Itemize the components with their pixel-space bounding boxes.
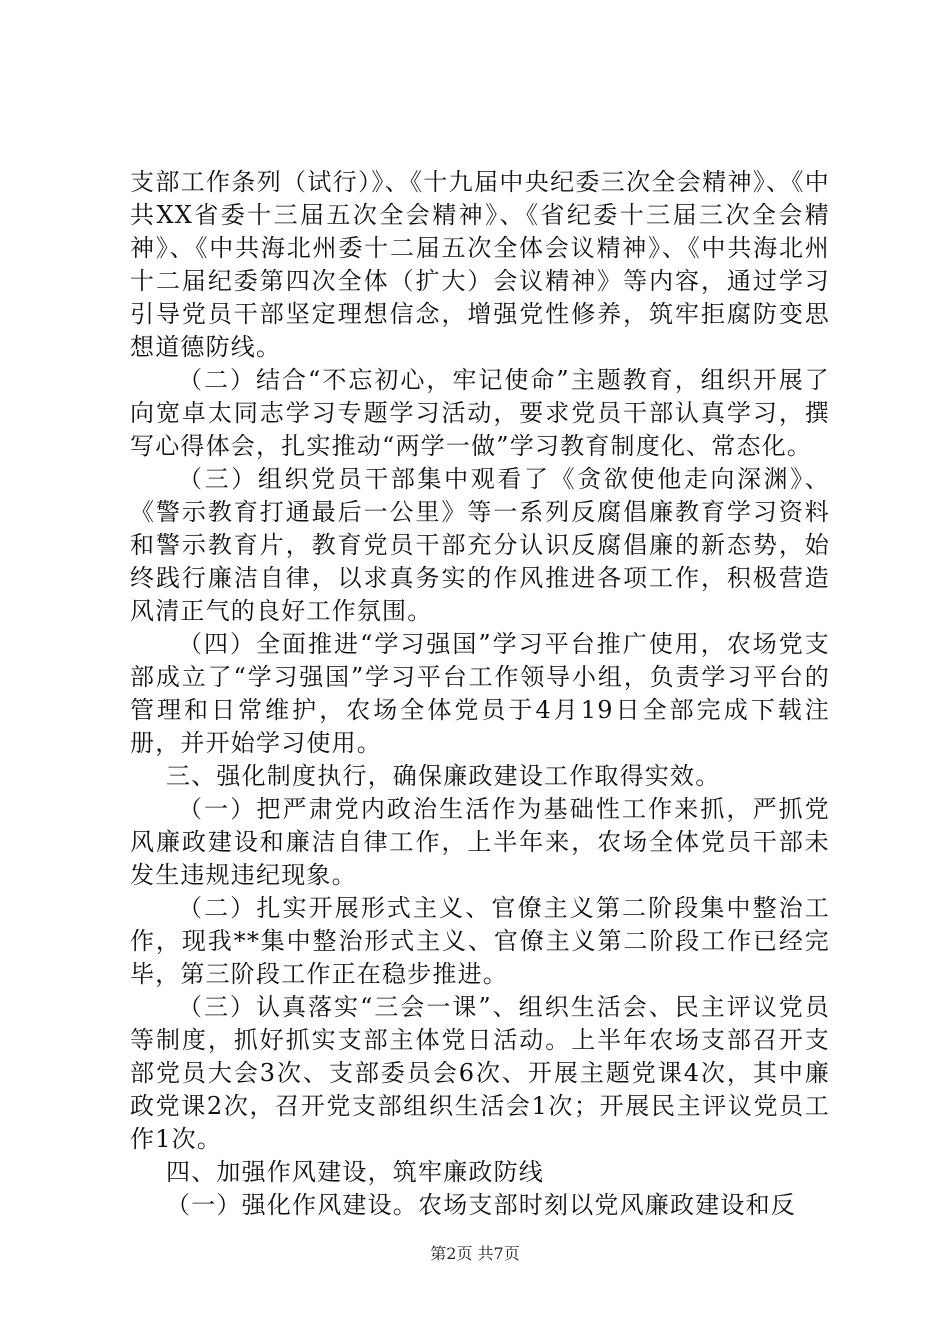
section-heading-4: 四、加强作风建设，筑牢廉政防线 (166, 1158, 544, 1186)
paragraph-continuation: 支部工作条列（试行）》、《十九届中央纪委三次全会精神》、《中共XX省委十三届五次全会精神》、《省纪委十三届三次全会精神》、《中共海北州委十二届五次全体会议精神》、《中共海北州十二届纪委第四次全体（扩大）会议精神》等内容，通过学习引导党员干部坚定理想信念，增强党性修养，筑牢拒腐防变思想道德防线。 (130, 168, 830, 361)
page-footer: 第2页 共7页 (430, 1244, 520, 1263)
section-heading-3: 三、强化制度执行，确保廉政建设工作取得实效。 (166, 762, 721, 790)
document-body (130, 166, 830, 1222)
paragraph-item-4: （四）全面推进“学习强国”学习平台推广使用，农场党支部成立了“学习强国”学习平台工作领导小组，负责学习平台的管理和日常维护，农场全体党员于4月19日全部完成下载注册，并开始学习使用。 (130, 630, 830, 757)
paragraph-section3-item-1: （一）把严肃党内政治生活作为基础性工作来抓，严抓党风廉政建设和廉洁自律工作，上半年来，农场全体党员干部未发生违规违纪现象。 (130, 795, 830, 889)
paragraph-section3-item-2: （二）扎实开展形式主义、官僚主义第二阶段集中整治工作，现我**集中整治形式主义、官僚主义第二阶段工作已经完毕，第三阶段工作正在稳步推进。 (130, 894, 830, 988)
paragraph-section4-item-1: （一）强化作风建设。农场支部时刻以党风廉政建设和反 (166, 1191, 796, 1219)
paragraph-item-3: （三）组织党员干部集中观看了《贪欲使他走向深渊》、《警示教育打通最后一公里》等一系列反腐倡廉教育学习资料和警示教育片，教育党员干部充分认识反腐倡廉的新态势，始终践行廉洁自律，以求真务实的作风推进各项工作，积极营造风清正气的良好工作氛围。 (130, 465, 830, 625)
paragraph-item-2: （二）结合“不忘初心，牢记使命”主题教育，组织开展了向宽卓太同志学习专题学习活动，要求党员干部认真学习，撰写心得体会，扎实推动“两学一做”学习教育制度化、常态化。 (130, 366, 830, 460)
paragraph-section3-item-3: （三）认真落实“三会一课”、组织生活会、民主评议党员等制度，抓好抓实支部主体党日活动。上半年农场支部召开支部党员大会3次、支部委员会6次、开展主题党课4次，其中廉政党课2次，召开党支部组织生活会1次；开展民主评议党员工作1次。 (130, 993, 830, 1153)
